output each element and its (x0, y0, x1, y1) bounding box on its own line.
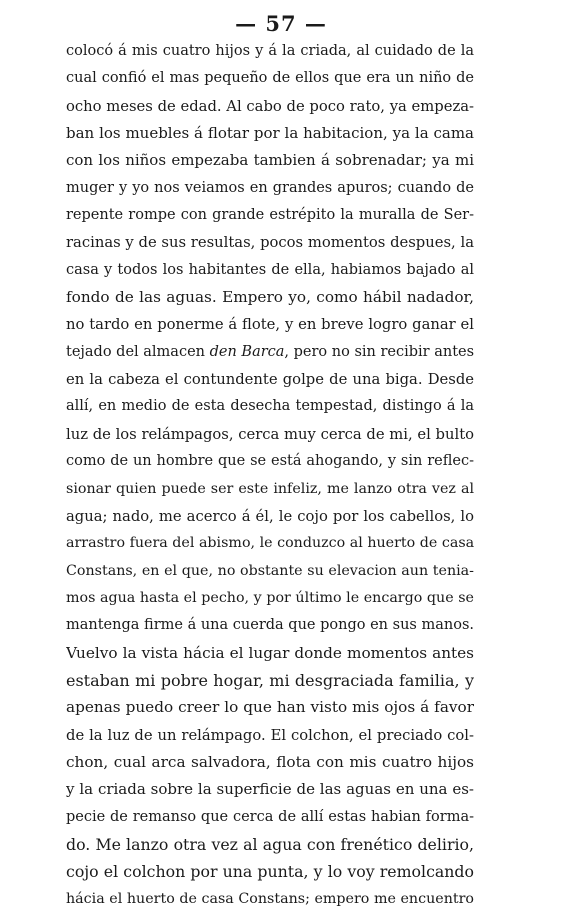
text-line: repente rompe con grande estrépito la muralla de Ser- (66, 207, 474, 224)
text-line: en la cabeza el contundente golpe de una biga. Desde (66, 371, 474, 389)
text-line: muger y yo nos veiamos en grandes apuros; cuando de (66, 179, 474, 196)
text-line: luz de los relámpagos, cerca muy cerca de mi, el bulto (66, 425, 474, 443)
text-line: con los niños empezaba tambien á sobrenadar; ya mi (66, 151, 474, 170)
text-line: colocó á mis cuatro hijos y á la criada, al cuidado de la (66, 43, 474, 59)
text-line: cojo el colchon por una punta, y lo voy remolcando (66, 862, 474, 882)
text-line: estaban mi pobre hogar, mi desgraciada familia, y (66, 670, 474, 690)
text-line: tejado del almacen den Barca, pero no sin recibir antes (66, 343, 474, 360)
text-line: arrastro fuera del abismo, le conduzco al huerto de casa (66, 535, 474, 552)
text-line: fondo de las aguas. Empero yo, como hábil nadador, (66, 288, 474, 307)
text-line: apenas puedo creer lo que han visto mis ojos á favor (66, 698, 474, 717)
page-body-text (66, 38, 474, 913)
text-line: Vuelvo la vista hácia el lugar donde momentos antes (66, 643, 474, 662)
text-line: allí, en medio de esta desecha tempestad, distingo á la (66, 398, 474, 415)
text-line: ocho meses de edad. Al cabo de poco rato, ya empeza- (66, 97, 474, 115)
text-line: do. Me lanzo otra vez al agua con frenético delirio, (66, 834, 474, 854)
text-line: casa y todos los habitantes de ella, habiamos bajado al (66, 261, 474, 278)
text-line: como de un hombre que se está ahogando, y sin reflec- (66, 453, 474, 470)
page-number: — 57 — (235, 11, 327, 36)
text-line: de la luz de un relámpago. El colchon, el preciado col- (66, 726, 474, 744)
text-line: hácia el huerto de casa Constans; empero me encuentro (66, 890, 474, 907)
text-line: racinas y de sus resultas, pocos momentos despues, la (66, 234, 474, 252)
text-line: mos agua hasta el pecho, y por último le encargo que se (66, 589, 474, 606)
text-line: chon, cual arca salvadora, flota con mis cuatro hijos (66, 752, 474, 771)
text-line: ban los muebles á flotar por la habitacion, ya la cama (66, 124, 474, 143)
text-line: Constans, en el que, no obstante su elevacion aun tenia- (66, 562, 474, 579)
text-line: no tardo en ponerme á flote, y en breve logro ganar el (66, 316, 474, 334)
text-line: agua; nado, me acerco á él, le cojo por los cabellos, lo (66, 507, 474, 525)
text-line: mantenga firme á una cuerda que pongo en sus manos. (66, 617, 474, 634)
italic-proper-name: den Barca (209, 343, 285, 360)
text-line: y la criada sobre la superficie de las aguas en una es- (66, 780, 474, 799)
text-line: cual confió el mas pequeño de ellos que era un niño de (66, 70, 474, 87)
text-line: pecie de remanso que cerca de allí estas habian forma- (66, 808, 474, 825)
text-line: sionar quien puede ser este infeliz, me lanzo otra vez al (66, 480, 474, 497)
